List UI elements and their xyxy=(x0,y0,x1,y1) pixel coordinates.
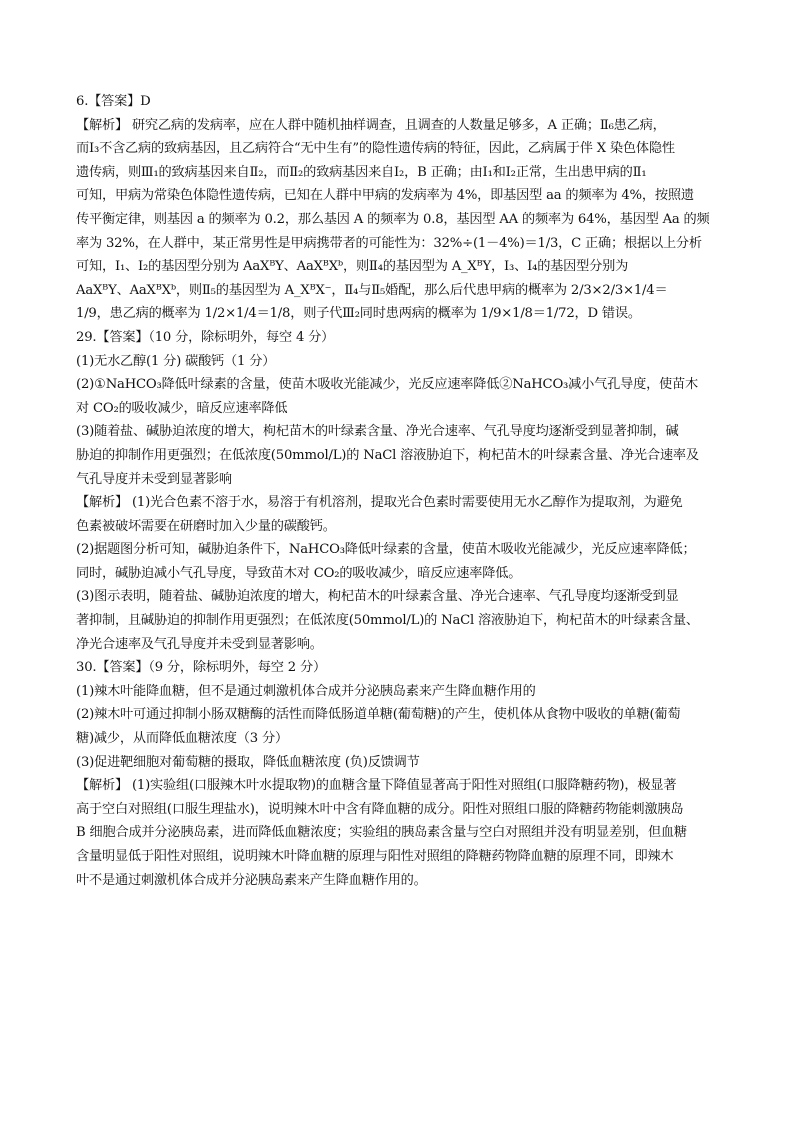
text-line: 高于空白对照组(口服生理盐水)，说明辣木叶中含有降血糖的成分。阳性对照组口服的降糖药物能刺激胰岛 xyxy=(76,801,684,817)
text-line: 叶不是通过刺激机体合成并分泌胰岛素来产生降血糖作用的。 xyxy=(76,872,427,888)
text-line: 糖)减少，从而降低血糖浓度（3 分） xyxy=(76,731,288,747)
text-line: 30.【答案】（9 分，除标明外，每空 2 分） xyxy=(76,660,326,676)
text-line: 胁迫的抑制作用更强烈；在低浓度(50mmol/L)的 NaCl 溶液胁迫下，枸杞苗木的叶绿素含量、净光合速率及 xyxy=(76,447,699,463)
text-line: 可知，甲病为常染色体隐性遗传病，已知在人群中甲病的发病率为 4%，即基因型 aa 的频率为 4%，按照遗 xyxy=(76,188,694,204)
text-line: 著抑制，且碱胁迫的抑制作用更强烈；在低浓度(50mmol/L)的 NaCl 溶液胁迫下，枸杞苗木的叶绿素含量、 xyxy=(76,613,699,629)
text-line: 6.【答案】D xyxy=(76,94,151,109)
text-line: (3)随着盐、碱胁迫浓度的增大，枸杞苗木的叶绿素含量、净光合速率、气孔导度均逐渐受到显著抑制，碱 xyxy=(76,424,679,440)
text-line: 气孔导度并未受到显著影响 xyxy=(76,471,232,487)
text-line: 遗传病，则Ⅲ₁的致病基因来自Ⅱ₂，而Ⅱ₂的致病基因来自Ⅰ₂，B 正确；由Ⅰ₁和Ⅰ₂正常，生出患甲病的Ⅱ₁ xyxy=(76,164,647,180)
text-line: 【解析】 (1)实验组(口服辣木叶水提取物)的血糖含量下降值显著高于阳性对照组(口服降糖药物)，极显著 xyxy=(76,778,677,794)
text-line: 而Ⅰ₃不含乙病的致病基因，且乙病符合“无中生有”的隐性遗传病的特征，因此，乙病属于伴 X 染色体隐性 xyxy=(76,141,675,157)
text-line: 净光合速率及气孔导度并未受到显著影响。 xyxy=(76,636,323,652)
text-line: 【解析】 研究乙病的发病率，应在人群中随机抽样调查，且调查的人数量足够多，A 正确；Ⅱ₆患乙病， xyxy=(76,117,666,133)
text-line: (3)图示表明，随着盐、碱胁迫浓度的增大，枸杞苗木的叶绿素含量、净光合速率、气孔导度均逐渐受到显 xyxy=(76,589,679,605)
text-line: (1)无水乙醇(1 分) 碳酸钙（1 分） xyxy=(76,353,276,369)
text-line: 传平衡定律，则基因 a 的频率为 0.2，那么基因 A 的频率为 0.8，基因型 AA 的频率为 64%，基因型 Aa 的频 xyxy=(76,211,710,227)
text-line: AaXᴮY、AaXᴮXᵇ，则Ⅱ₅的基因型为 A_XᴮX⁻，Ⅱ₄与Ⅱ₅婚配，那么后代患甲病的概率为 2/3×2/3×1/4＝ xyxy=(76,282,668,298)
text-line: (2)据题图分析可知，碱胁迫条件下，NaHCO₃降低叶绿素的含量，使苗木吸收光能减少，光反应速率降低； xyxy=(76,542,696,558)
text-line: 29.【答案】（10 分，除标明外，每空 4 分） xyxy=(76,329,335,345)
text-line: 1/9，患乙病的概率为 1/2×1/4＝1/8，则子代Ⅲ₂同时患两病的概率为 1/9×1/8＝1/72，D 错误。 xyxy=(76,306,641,322)
text-line: 含量明显低于阳性对照组，说明辣木叶降血糖的原理与阳性对照组的降糖药物降血糖的原理不同，即辣木 xyxy=(76,849,674,864)
text-line: (1)辣木叶能降血糖，但不是通过刺激机体合成并分泌胰岛素来产生降血糖作用的 xyxy=(76,683,536,699)
text-line: (2)辣木叶可通过抑制小肠双糖酶的活性而降低肠道单糖(葡萄糖)的产生，使机体从食物中吸收的单糖(葡萄 xyxy=(76,707,681,723)
text-line: (3)促进靶细胞对葡萄糖的摄取，降低血糖浓度 (负)反馈调节 xyxy=(76,754,420,770)
text-line: 【解析】 (1)光合色素不溶于水，易溶于有机溶剂，提取光合色素时需要使用无水乙醇作为提取剂，为避免 xyxy=(76,495,683,511)
text-line: 率为 32%，在人群中，某正常男性是甲病携带者的可能性为：32%÷(1－4%)＝1/3，C 正确；根据以上分析 xyxy=(76,235,702,251)
text-line: B 细胞合成并分泌胰岛素，进而降低血糖浓度；实验组的胰岛素含量与空白对照组并没有明显差别，但血糖 xyxy=(76,825,687,841)
answer-document xyxy=(76,90,726,892)
text-line: 色素被破坏需要在研磨时加入少量的碳酸钙。 xyxy=(76,518,336,534)
text-line: (2)①NaHCO₃降低叶绿素的含量，使苗木吸收光能减少，光反应速率降低②NaHCO₃减小气孔导度，使苗木 xyxy=(76,377,699,393)
text-line: 可知，Ⅰ₁、Ⅰ₂的基因型分别为 AaXᴮY、AaXᴮXᵇ，则Ⅱ₄的基因型为 A_XᴮY，Ⅰ₃、Ⅰ₄的基因型分别为 xyxy=(76,259,629,275)
text-line: 对 CO₂的吸收减少，暗反应速率降低 xyxy=(76,400,288,416)
text-line: 同时，碱胁迫减小气孔导度，导致苗木对 CO₂的吸收减少，暗反应速率降低。 xyxy=(76,565,522,581)
